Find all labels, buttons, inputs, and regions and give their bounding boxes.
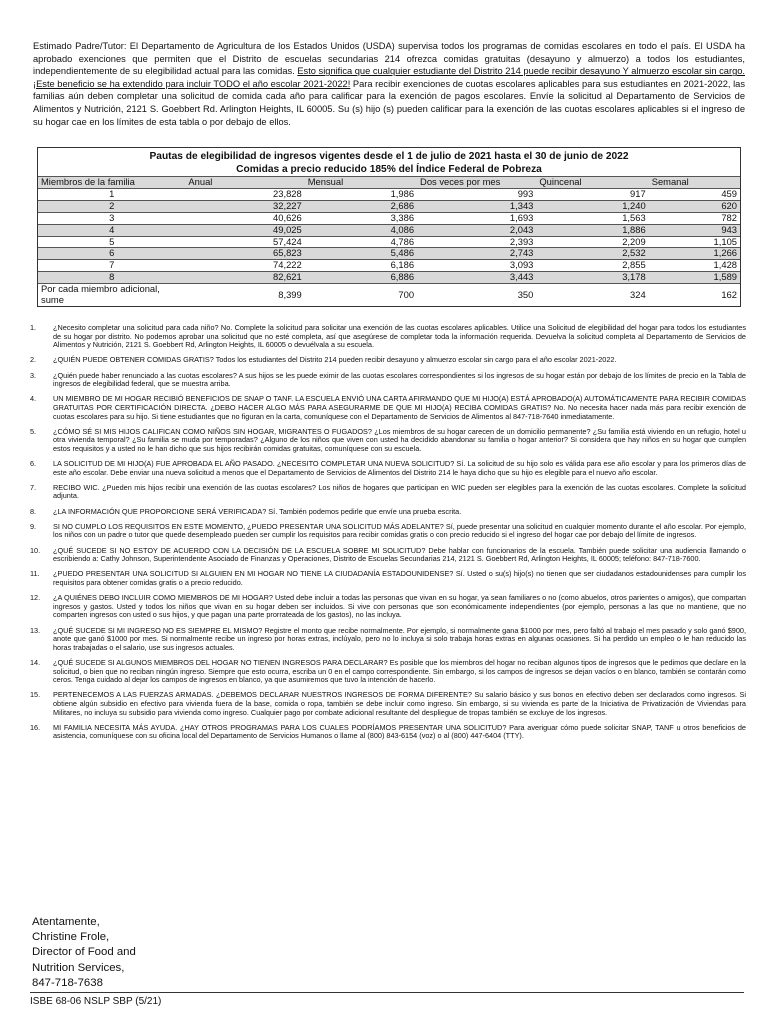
table-row xyxy=(38,284,740,306)
table-cell: 5,486 xyxy=(305,248,417,260)
table-cell: 993 xyxy=(417,188,536,200)
table-cell: 57,424 xyxy=(185,236,304,248)
table-cell: 74,222 xyxy=(185,260,304,272)
faq-text: LA SOLICITUD DE MI HIJO(A) FUE APROBADA EL AÑO PASADO. ¿NECESITO COMPLETAR UNA NUEVA SOLICITUD? Sí. La solicitud de su hijo solo es válida para ese año escolar y para los primeros días de este año escolar. Debe enviar una nueva solicitud a menos que el Departamento de Servicios de Alimentos del Distrito 214 le haya dicho que su hijo es elegible para el nuevo año escolar. xyxy=(53,459,746,477)
faq-text: ¿QUÉ SUCEDE SI NO ESTOY DE ACUERDO CON LA DECISIÓN DE LA ESCUELA SOBRE MI SOLICITUD? Debe hablar con funcionarios de la escuela. También puede solicitar una audiencia llamando o escribiendo a: Cathy Johnson, Superintendente Asociado de Finanzas y Operaciones, Distrito de Escuelas Secundarias 214, 2121 S. Goebbert Rd, Arlington Heights, IL 60005; teléfono: 847-718-7600. xyxy=(53,545,746,564)
signature-line: Christine Frole, xyxy=(32,931,110,944)
faq-text: ¿Necesito completar una solicitud para cada niño? No. Complete la solicitud para solicitar una exención de las cuotas escolares aplicables. Utilice una Solicitud de elegibilidad del hogar para todos los estudiantes de su hogar por distrito. No podemos aprobar una solicitud que no esté completa, así que asegúrese de completar toda la información requerida. Devuelva la solicitud completa al Departamento de Servicios de Alimentos y Nutrición, 2121 S. Goebbert Rd, Arlington Heights, IL 60005 o devuélvala a su escuela. xyxy=(53,323,746,350)
table-header-cell: Quincenal xyxy=(536,177,648,189)
signature-line: Director of Food and xyxy=(32,946,136,959)
table-cell: 4 xyxy=(38,224,185,236)
table-cell: 8,399 xyxy=(185,284,304,306)
table-cell: 32,227 xyxy=(185,200,304,212)
table-cell: 5 xyxy=(38,236,185,248)
faq-text: PERTENECEMOS A LAS FUERZAS ARMADAS. ¿DEBEMOS DECLARAR NUESTROS INGRESOS DE FORMA DIFERENTE? Su salario básico y sus bonos en efectivo deben ser declarados como ingresos. Si obtiene algún subsidio en efectivo para vivienda fuera de la base, comida o ropa, también se debe incluir como ingreso. Sin embargo, si su vivienda es parte de la Iniciativa de Privatización de Viviendas para Militares, no incluya su subsidio para vivienda como ingreso. Cualquier pago por combate adicional resultante del despliegue de tropas también se excluye de los ingresos. xyxy=(53,690,746,717)
table-cell: 1,105 xyxy=(649,236,740,248)
faq-number: 16. xyxy=(30,722,41,732)
faq-item xyxy=(30,428,746,454)
table-cell: 2,393 xyxy=(417,236,536,248)
table-cell: 23,828 xyxy=(185,188,304,200)
intro-text-2: Para recibir exenciones de cuotas escolares aplicables para sus estudiantes en 2021-2022, las familias aún deben completar una solicitud de comida cada año para calificar para la exención de pagos escolares. Envíe la solicitud al Departamento de Servicios de Alimentos y Nutrición, 2121 S. Goebbert Rd. Arlington Heights, IL 60005. Su (s) hijo (s) pueden calificar para la exención de las cuotas escolares aplicables si el ingreso de su hogar cae en los límites de esta tabla o por debajo de ellos. xyxy=(33,78,745,127)
table-cell: 2,855 xyxy=(536,260,648,272)
table-body xyxy=(38,188,740,306)
faq-item xyxy=(30,691,746,717)
faq-number: 9. xyxy=(30,521,37,531)
table-cell: 620 xyxy=(649,200,740,212)
table-cell: 459 xyxy=(649,188,740,200)
intro-text-underlined: Esto significa que cualquier estudiante del Distrito 214 puede recibir desayuno Y almuerzo escolar sin cargo. ¡Este beneficio se ha extendido para incluir TODO el año escolar 2021-2022! xyxy=(33,66,745,89)
faq-item xyxy=(30,570,746,587)
faq-item xyxy=(30,324,746,350)
table-title: Pautas de elegibilidad de ingresos vigentes desde el 1 de julio de 2021 hasta el 30 de junio de 2022 xyxy=(149,151,629,162)
table-header-cell: Semanal xyxy=(649,177,740,189)
table-cell: 4,786 xyxy=(305,236,417,248)
faq-number: 3. xyxy=(30,370,37,380)
table-cell: 6,886 xyxy=(305,272,417,284)
table-cell: 3,093 xyxy=(417,260,536,272)
signature-block xyxy=(32,915,136,991)
faq-text: ¿CÓMO SÉ SI MIS HIJOS CALIFICAN COMO NIÑOS SIN HOGAR, MIGRANTES O FUGADOS? ¿Los miembros de su hogar carecen de un domicilio permanente? ¿Su familia está viviendo en un refugio, hotel u otra vivienda temporal? ¿Su familia se muda por temporadas? ¿Alguno de los niños que viven con usted ha decidido abandonar su familia o hogar anterior? Si considera que hay niños en su hogar que cumplen estos requisitos y a usted no le han dicho que sus hijos recibirán comidas gratuitas, comuníquese con su escuela. xyxy=(53,426,746,453)
table-cell: 162 xyxy=(649,284,740,306)
table-row xyxy=(38,248,740,260)
table-cell: 350 xyxy=(417,284,536,306)
faq-item xyxy=(30,395,746,421)
table-cell: 700 xyxy=(305,284,417,306)
table-cell: 1,563 xyxy=(536,212,648,224)
table-cell: 3,386 xyxy=(305,212,417,224)
faq-text: RECIBO WIC. ¿Pueden mis hijos recibir una exención de las cuotas escolares? Los niños de hogares que participan en WIC pueden ser elegibles para la exención de las cuotas escolares. Complete la solicitud adjunta. xyxy=(53,482,746,501)
footer-divider xyxy=(30,992,744,993)
faq-number: 12. xyxy=(30,593,41,603)
table-cell: 2,743 xyxy=(417,248,536,260)
table-cell: Por cada miembro adicional, sume xyxy=(38,284,185,306)
signature-line: Atentamente, xyxy=(32,916,100,928)
faq-number: 6. xyxy=(30,459,37,469)
faq-item xyxy=(30,659,746,685)
faq-number: 2. xyxy=(30,355,37,365)
table-cell: 8 xyxy=(38,272,185,284)
table-cell: 1,428 xyxy=(649,260,740,272)
income-guidelines-table xyxy=(37,147,741,307)
intro-text-1: Estimado Padre/Tutor: El Departamento de Agricultura de los Estados Unidos (USDA) supervisa todos los programas de comidas escolares en todo el país. El USDA ha aprobado exenciones que permiten que el Distrito de escuelas secundarias 214 ofrezca comidas gratuitas (desayuno y almuerzo) a todos los estudiantes, independientemente de su elegibilidad actual para las comidas. xyxy=(33,41,745,77)
table-cell: 782 xyxy=(649,212,740,224)
faq-item xyxy=(30,508,746,517)
table-row xyxy=(38,272,740,284)
faq-item xyxy=(30,372,746,389)
table-subtitle: Comidas a precio reducido 185% del Índice Federal de Pobreza xyxy=(236,164,542,175)
faq-text: ¿QUÉ SUCEDE SI MI INGRESO NO ES SIEMPRE EL MISMO? Registre el monto que recibe normalmente. Por ejemplo, si normalmente gana $1000 por mes, pero faltó al trabajo el mes pasado y solo ganó $900, anote que ganó $1000 por mes. Si normalmente recibe un ingreso por horas extras, inclúyalo, pero no lo incluya si solo trabaja horas extras en algunas ocasiones. Si ha perdido un empleo o le han reducido las horas trabajadas o el salario, use sus ingresos actuales. xyxy=(53,625,746,652)
table-cell: 2,043 xyxy=(417,224,536,236)
intro-paragraph xyxy=(33,40,745,128)
table-cell: 1,986 xyxy=(305,188,417,200)
faq-number: 10. xyxy=(30,545,41,555)
faq-item xyxy=(30,523,746,540)
table-row xyxy=(38,260,740,272)
faq-text: SI NO CUMPLO LOS REQUISITOS EN ESTE MOMENTO, ¿PUEDO PRESENTAR UNA SOLICITUD MÁS ADELANTE? Sí, puede presentar una solicitud en cualquier momento durante el año escolar. Por ejemplo, los niños con un padre o tutor que quede desempleado pueden ser cumplir los requisitos para recibir comidas gratis o con precio reducido si el ingreso del hogar cae por debajo del límite de ingresos. xyxy=(53,521,746,540)
table-header-cell: Dos veces por mes xyxy=(417,177,536,189)
table-cell: 917 xyxy=(536,188,648,200)
table-cell: 4,086 xyxy=(305,224,417,236)
table-cell: 943 xyxy=(649,224,740,236)
table-row xyxy=(38,200,740,212)
faq-item xyxy=(30,460,746,477)
table-cell: 82,621 xyxy=(185,272,304,284)
faq-number: 5. xyxy=(30,426,37,436)
form-code: ISBE 68-06 NSLP SBP (5/21) xyxy=(30,996,162,1007)
faq-text: ¿A QUIÉNES DEBO INCLUIR COMO MIEMBROS DE MI HOGAR? Usted debe incluir a todas las personas que vivan en su hogar, ya sean familiares o no (como abuelos, otros parientes o amigos), que compartan ingresos y gastos. Usted y todos los niños que vivan en su hogar deben ser incluidos. Si vive con personas que son económicamente independientes (por ejemplo, personas a las que no mantiene, que no comparten ingresos con usted o sus hijos, y que pagan una parte prorrateada de los gastos), no las incluya. xyxy=(53,593,746,620)
faq-text: ¿LA INFORMACIÓN QUE PROPORCIONE SERÁ VERIFICADA? Sí. También podemos pedirle que envíe una prueba escrita. xyxy=(53,506,462,516)
signature-line: 847-718-7638 xyxy=(32,976,103,989)
table-cell: 49,025 xyxy=(185,224,304,236)
table-header-row xyxy=(38,177,740,189)
table-row xyxy=(38,236,740,248)
table-cell: 40,626 xyxy=(185,212,304,224)
table-cell: 1 xyxy=(38,188,185,200)
faq-item xyxy=(30,627,746,653)
table-cell: 2,686 xyxy=(305,200,417,212)
faq-text: ¿PUEDO PRESENTAR UNA SOLICITUD SI ALGUIEN EN MI HOGAR NO TIENE LA CIUDADANÍA ESTADOUNIDENSE? Sí. Usted o su(s) hijo(s) no tienen que ser ciudadanos estadounidenses para cumplir los requisitos para obtener comidas gratis o a precio reducido. xyxy=(53,569,746,587)
table-cell: 1,266 xyxy=(649,248,740,260)
income-table xyxy=(38,176,740,306)
table-cell: 2 xyxy=(38,200,185,212)
table-cell: 3,443 xyxy=(417,272,536,284)
faq-list xyxy=(30,324,746,747)
table-cell: 1,693 xyxy=(417,212,536,224)
table-header-cell: Miembros de la familia xyxy=(38,177,185,189)
faq-item xyxy=(30,484,746,501)
table-cell: 1,343 xyxy=(417,200,536,212)
table-header-cell: Anual xyxy=(185,177,304,189)
faq-text: ¿Quién puede haber renunciado a las cuotas escolares? A sus hijos se les puede eximir de las cuotas escolares correspondientes si los ingresos de su hogar están por debajo de los límites de precio en la Tabla de ingresos de elegibilidad federal, que se muestra arriba. xyxy=(53,370,746,389)
faq-number: 11. xyxy=(30,569,40,579)
table-row xyxy=(38,212,740,224)
faq-item xyxy=(30,356,746,365)
faq-item xyxy=(30,594,746,620)
faq-item xyxy=(30,547,746,564)
table-row xyxy=(38,224,740,236)
table-cell: 1,886 xyxy=(536,224,648,236)
table-header-cell: Mensual xyxy=(305,177,417,189)
faq-number: 8. xyxy=(30,506,37,516)
table-row xyxy=(38,188,740,200)
table-cell: 1,589 xyxy=(649,272,740,284)
faq-number: 1. xyxy=(30,323,37,332)
table-cell: 6,186 xyxy=(305,260,417,272)
table-cell: 1,240 xyxy=(536,200,648,212)
faq-text: MI FAMILIA NECESITA MÁS AYUDA. ¿HAY OTROS PROGRAMAS PARA LOS CUALES PODRÍAMOS PRESENTAR UNA SOLICITUD? Para averiguar cómo puede solicitar SNAP, TANF u otros beneficios de asistencia, comuníquese con su oficina local del Departamento de Servicios Humanos o llame al (800) 843-6154 (voz) o al (800) 447-6404 (TTY). xyxy=(53,722,746,741)
table-cell: 6 xyxy=(38,248,185,260)
faq-item xyxy=(30,724,746,741)
table-cell: 3 xyxy=(38,212,185,224)
faq-text: ¿QUÉ SUCEDE SI ALGUNOS MIEMBROS DEL HOGAR NO TIENEN INGRESOS PARA DECLARAR? Es posible que los miembros del hogar no reciban algunos tipos de ingresos que le pedimos que declare en la solicitud, o bien que no reciban ningún ingreso. Siempre que esto ocurra, escriba un 0 en el campo correspondiente. Sin embargo, si los campos de ingresos se dejan vacíos o en blanco, también se contarán como ceros. Tenga cuidado al dejar los campos de ingresos en blanco, ya que asumiremos que tuvo la intención de hacerlo. xyxy=(53,657,746,685)
table-cell: 3,178 xyxy=(536,272,648,284)
table-cell: 7 xyxy=(38,260,185,272)
signature-line: Nutrition Services, xyxy=(32,961,125,974)
table-cell: 2,532 xyxy=(536,248,648,260)
faq-text: UN MIEMBRO DE MI HOGAR RECIBIÓ BENEFICIOS DE SNAP O TANF. LA ESCUELA ENVIÓ UNA CARTA AFIRMANDO QUE MI HIJO(A) ESTÁ APROBADO(A) AUTOMÁTICAMENTE PARA RECIBIR COMIDAS GRATUITAS POR CERTIFICACIÓN DIRECTA. ¿DEBO HACER ALGO MÁS PARA ASEGURARME DE QUE MI HIJO(A) RECIBA COMIDAS GRATIS? No. No necesita hacer nada más para recibir exención de cuotas escolares para su hijo. Si tiene estudiantes que no figuran en la carta, comuníquese con el Departamento de Servicios de Alimentos al 847-718-7640 inmediatamente. xyxy=(53,394,746,421)
faq-number: 15. xyxy=(30,690,41,700)
faq-text: ¿QUIÉN PUEDE OBTENER COMIDAS GRATIS? Todos los estudiantes del Distrito 214 pueden recibir desayuno y almuerzo escolar sin cargo para el año escolar 2021-2022. xyxy=(53,355,617,365)
faq-number: 14. xyxy=(30,657,41,667)
faq-number: 13. xyxy=(30,625,41,635)
table-cell: 65,823 xyxy=(185,248,304,260)
faq-number: 4. xyxy=(30,394,37,404)
faq-number: 7. xyxy=(30,482,37,492)
table-cell: 2,209 xyxy=(536,236,648,248)
table-cell: 324 xyxy=(536,284,648,306)
